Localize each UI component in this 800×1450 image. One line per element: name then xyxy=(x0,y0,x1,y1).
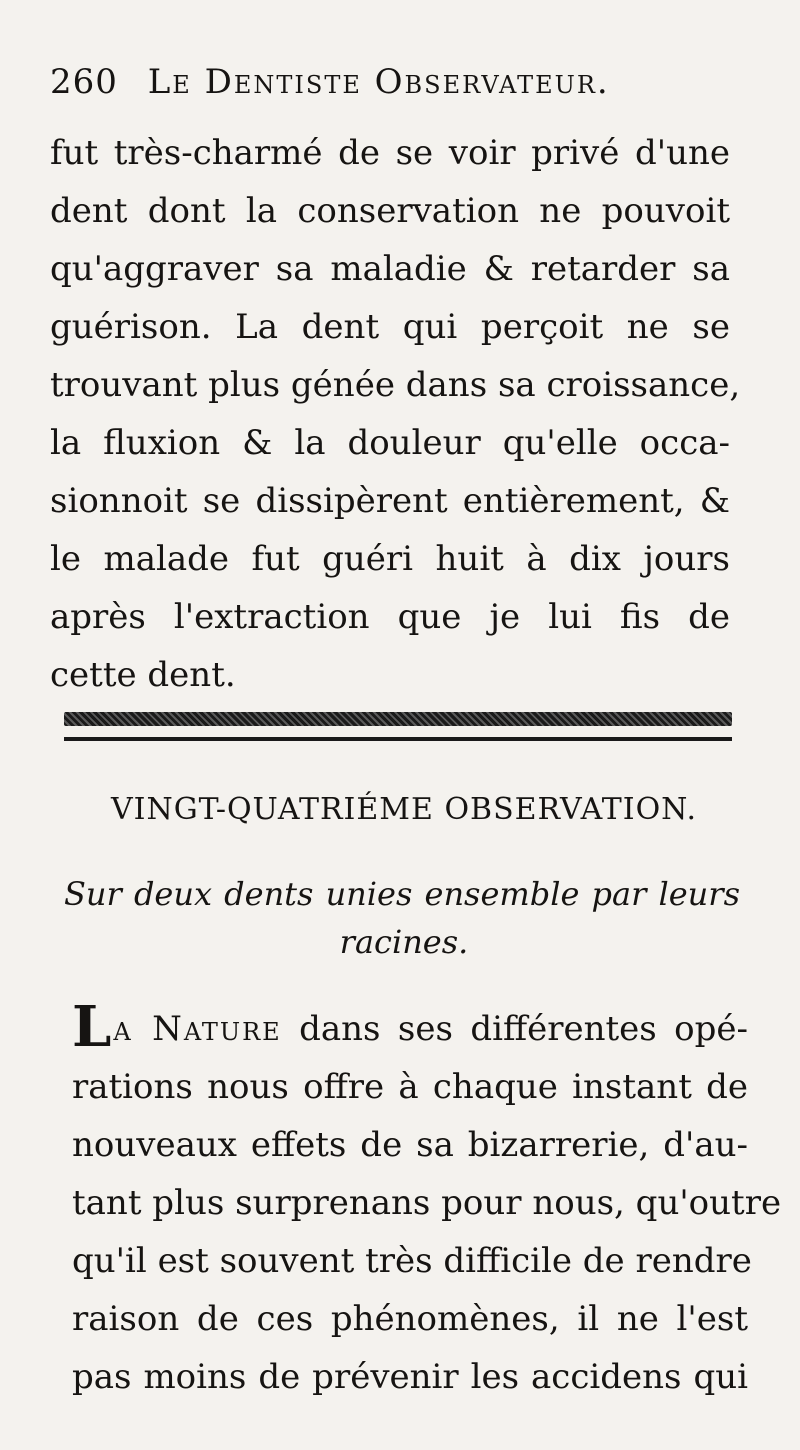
text-line: tant plus surprenans pour nous, qu'outre xyxy=(72,1183,782,1223)
text-line: dent dont la conservation ne pouvoit xyxy=(50,191,730,231)
text-line: le malade fut guéri huit à dix jours xyxy=(50,539,730,579)
observation-subtitle-line-1: Sur deux dents unies ensemble par leurs xyxy=(64,875,740,913)
paragraph-continuation xyxy=(50,124,741,704)
running-head xyxy=(50,62,730,102)
text-line: sionnoit se dissipèrent entièrement, & xyxy=(50,481,730,521)
page-number: 260 xyxy=(50,62,118,102)
paragraph-observation xyxy=(72,994,782,1406)
text-line: qu'aggraver sa maladie & retarder sa xyxy=(50,249,730,289)
drop-cap: L xyxy=(72,994,112,1060)
text-line: trouvant plus génée dans sa croissance, xyxy=(50,365,741,405)
text-line: la fluxion & la douleur qu'elle occa- xyxy=(50,423,730,463)
text-line: raison de ces phénomènes, il ne l'est xyxy=(72,1299,748,1339)
observation-heading: VINGT-QUATRIÉME OBSERVATION. xyxy=(110,792,698,827)
text-line: après l'extraction que je lui fis de xyxy=(50,597,730,637)
first-text-line xyxy=(72,994,748,1060)
text-line: fut très-charmé de se voir privé d'une xyxy=(50,133,730,173)
text-line: cette dent. xyxy=(50,655,236,695)
running-title: Le Dentiste Observateur. xyxy=(147,62,610,102)
text-line: qu'il est souvent très difficile de rendre xyxy=(72,1241,752,1281)
text-line: nouveaux effets de sa bizarrerie, d'au- xyxy=(72,1125,748,1165)
text-line: rations nous offre à chaque instant de xyxy=(72,1067,748,1107)
ornamental-rule-thin xyxy=(64,737,732,741)
text-line: pas moins de prévenir les accidens qui xyxy=(72,1357,748,1397)
opening-words: a Nature xyxy=(113,1009,282,1049)
observation-subtitle-line-2: racines. xyxy=(339,923,469,961)
ornamental-rule-thick xyxy=(64,712,732,726)
first-line-rest: dans ses différentes opé- xyxy=(299,1009,748,1049)
text-line: guérison. La dent qui perçoit ne se xyxy=(50,307,730,347)
